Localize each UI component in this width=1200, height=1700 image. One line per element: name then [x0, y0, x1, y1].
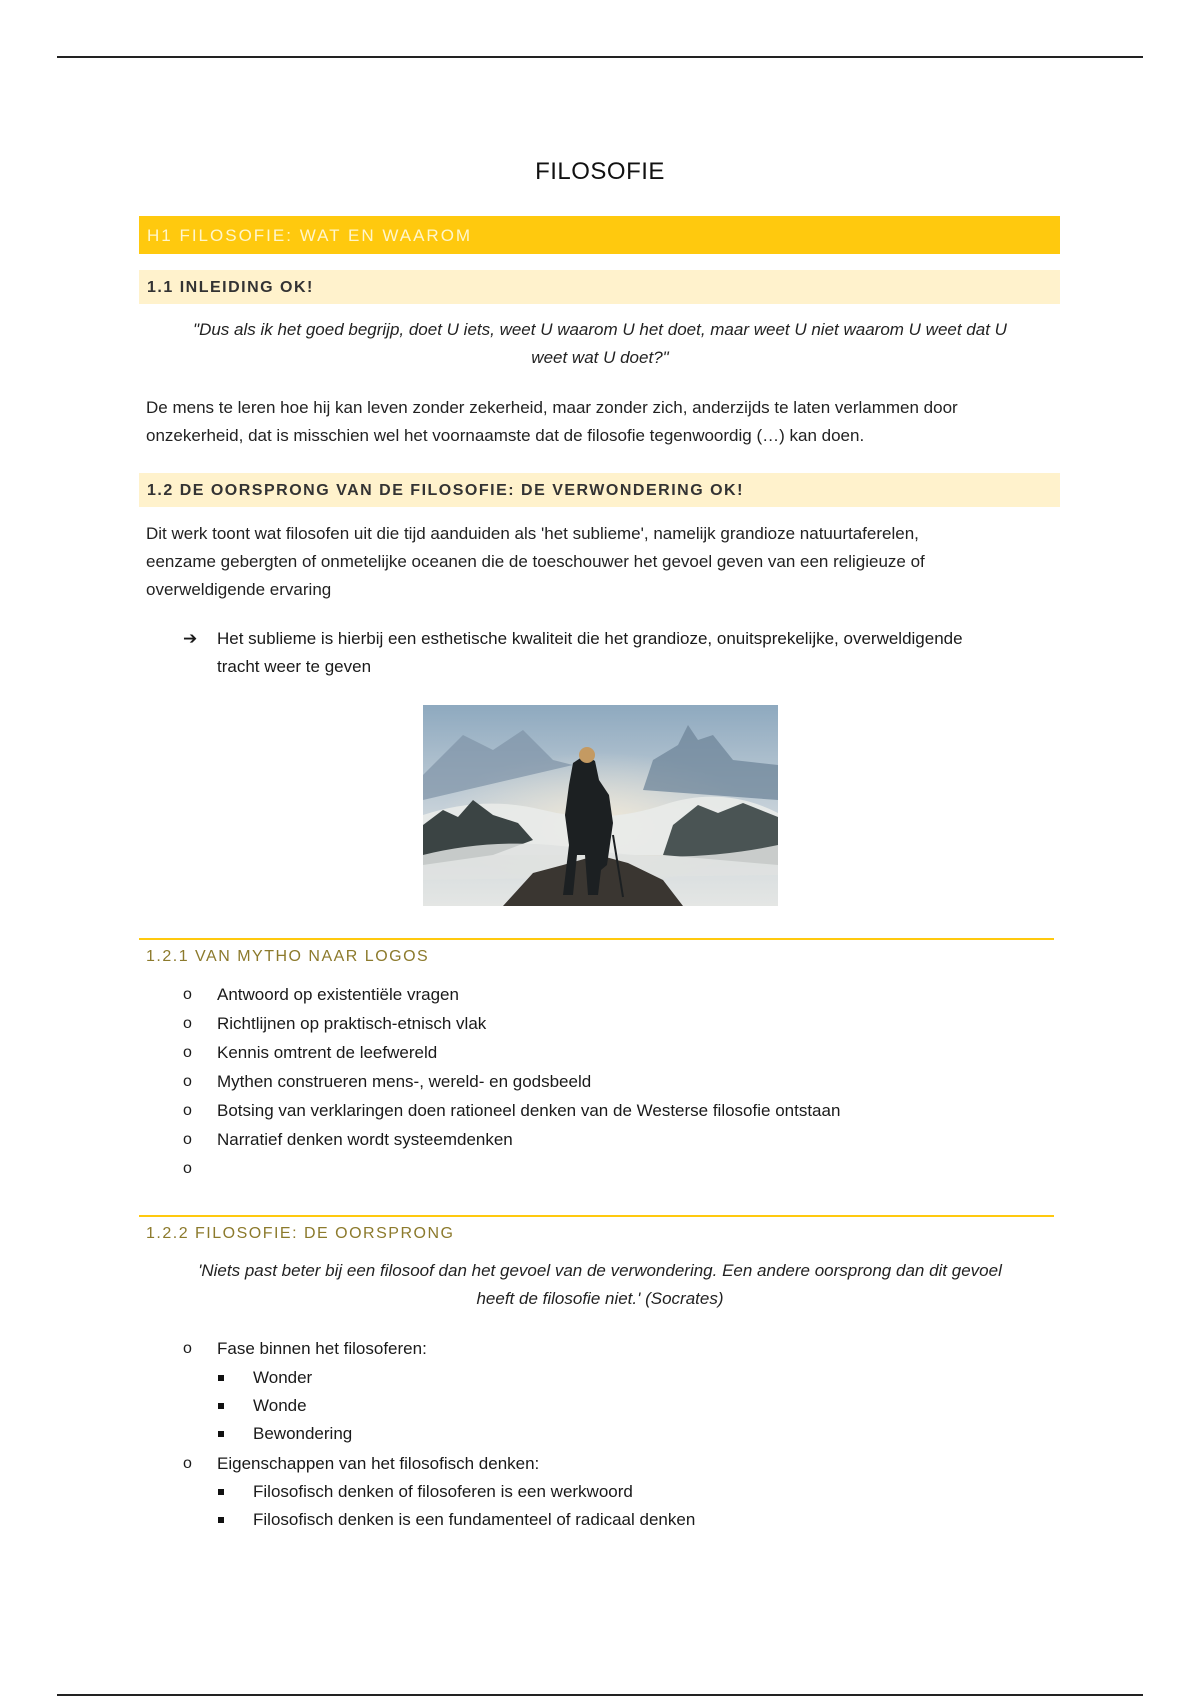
square-bullet-icon	[218, 1489, 224, 1495]
list-item	[183, 1038, 1053, 1067]
circle-bullet-icon: o	[183, 1160, 192, 1177]
square-bullet-icon	[218, 1431, 224, 1437]
intro-paragraph	[146, 394, 1054, 450]
wanderer-painting-image	[423, 705, 778, 906]
paragraph-line: De mens te leren hoe hij kan leven zonder zekerheid, maar zonder zich, anderzijds te laten verlammen door	[146, 398, 958, 417]
subsection-heading-1-2-1-text: 1.2.1 VAN MYTHO NAAR LOGOS	[146, 948, 430, 965]
subsection-heading-1-2-1	[146, 938, 1054, 968]
intro-quote-line: "Dus als ik het goed begrijp, doet U iets, weet U waarom U het doet, maar weet U niet waarom U weet dat U	[193, 320, 1007, 339]
sub-list-item-text: Wonder	[253, 1368, 313, 1387]
socrates-quote	[146, 1257, 1054, 1313]
page-top-rule	[57, 56, 1143, 58]
circle-bullet-icon: o	[183, 1044, 192, 1061]
paragraph-line: eenzame gebergten of onmetelijke oceanen die de toeschouwer het gevoel geven van een religieuze of	[146, 552, 925, 571]
list-item-text: Narratief denken wordt systeemdenken	[217, 1130, 513, 1149]
list-item	[183, 1067, 1053, 1096]
list-item	[183, 1096, 1053, 1125]
chapter-heading	[139, 216, 1060, 254]
intro-quote	[146, 316, 1054, 372]
sub-list-item-text: Filosofisch denken is een fundamenteel of radicaal denken	[253, 1510, 696, 1529]
sub-list-item-text: Wonde	[253, 1396, 307, 1415]
socrates-quote-line: 'Niets past beter bij een filosoof dan het gevoel van de verwondering. Een andere oorsprong dan dit gevoel	[198, 1261, 1002, 1280]
section-heading-1-1	[139, 270, 1060, 304]
sub-list-item	[218, 1506, 1048, 1534]
circle-bullet-icon: o	[183, 986, 192, 1003]
socrates-quote-line: heeft de filosofie niet.' (Socrates)	[476, 1289, 724, 1308]
arrow-list-line: Het sublieme is hierbij een esthetische kwaliteit die het grandioze, onuitsprekelijke, overweldigende	[217, 629, 963, 648]
sub-list-item	[218, 1392, 1048, 1420]
circle-bullet-icon: o	[183, 1340, 192, 1357]
page-bottom-rule	[57, 1694, 1143, 1696]
circle-bullet-icon: o	[183, 1015, 192, 1032]
arrow-list-text	[217, 625, 1053, 681]
circle-bullet-icon: o	[183, 1455, 192, 1472]
list-item	[183, 1009, 1053, 1038]
arrow-right-icon: ➔	[183, 629, 198, 648]
phase-list-header	[183, 1334, 1053, 1363]
chapter-heading-text: H1 FILOSOFIE: WAT EN WAAROM	[147, 226, 473, 245]
paragraph-line: Dit werk toont wat filosofen uit die tijd aanduiden als 'het sublieme', namelijk grandioze natuurtaferelen,	[146, 524, 919, 543]
list-item-text: Antwoord op existentiële vragen	[217, 985, 459, 1004]
square-bullet-icon	[218, 1375, 224, 1381]
list-item	[183, 1154, 1053, 1183]
phase-sub-list	[218, 1364, 1048, 1448]
intro-quote-line: weet wat U doet?"	[531, 348, 669, 367]
section-heading-1-1-text: 1.1 INLEIDING OK!	[147, 279, 314, 296]
heading-rule	[139, 938, 1054, 940]
sub-list-item	[218, 1364, 1048, 1392]
section-heading-1-2-text: 1.2 DE OORSPRONG VAN DE FILOSOFIE: DE VERWONDERING OK!	[147, 482, 744, 499]
page-title: FILOSOFIE	[535, 158, 665, 185]
sublime-paragraph	[146, 520, 1054, 604]
square-bullet-icon	[218, 1517, 224, 1523]
paragraph-line: onzekerheid, dat is misschien wel het voornaamste dat de filosofie tegenwoordig (…) kan doen.	[146, 426, 865, 445]
sub-list-item	[218, 1420, 1048, 1448]
list-item	[183, 1334, 1053, 1363]
list-item-text: Mythen construeren mens-, wereld- en godsbeeld	[217, 1072, 592, 1091]
paragraph-line: overweldigende ervaring	[146, 580, 332, 599]
sub-list-item-text: Filosofisch denken of filosoferen is een werkwoord	[253, 1482, 633, 1501]
subsection-heading-1-2-2	[146, 1215, 1054, 1245]
sub-list-item-text: Bewondering	[253, 1424, 353, 1443]
list-item	[183, 1449, 1053, 1478]
list-item-text: Eigenschappen van het filosofisch denken:	[217, 1454, 540, 1473]
circle-bullet-icon: o	[183, 1102, 192, 1119]
square-bullet-icon	[218, 1403, 224, 1409]
subsection-heading-1-2-2-text: 1.2.2 FILOSOFIE: DE OORSPRONG	[146, 1225, 455, 1242]
properties-sub-list	[218, 1478, 1048, 1534]
arrow-list-line: tracht weer te geven	[217, 657, 372, 676]
circle-bullet-icon: o	[183, 1073, 192, 1090]
list-item-text: Kennis omtrent de leefwereld	[217, 1043, 438, 1062]
list-item	[183, 1125, 1053, 1154]
section-heading-1-2	[139, 473, 1060, 507]
list-item	[183, 980, 1053, 1009]
mythos-logos-list	[183, 980, 1053, 1183]
list-item-text: Botsing van verklaringen doen rationeel denken van de Westerse filosofie ontstaan	[217, 1101, 841, 1120]
properties-list-header	[183, 1449, 1053, 1478]
sub-list-item	[218, 1478, 1048, 1506]
list-item-text: Fase binnen het filosoferen:	[217, 1339, 427, 1358]
heading-rule	[139, 1215, 1054, 1217]
circle-bullet-icon: o	[183, 1131, 192, 1148]
list-item-text: Richtlijnen op praktisch-etnisch vlak	[217, 1014, 487, 1033]
